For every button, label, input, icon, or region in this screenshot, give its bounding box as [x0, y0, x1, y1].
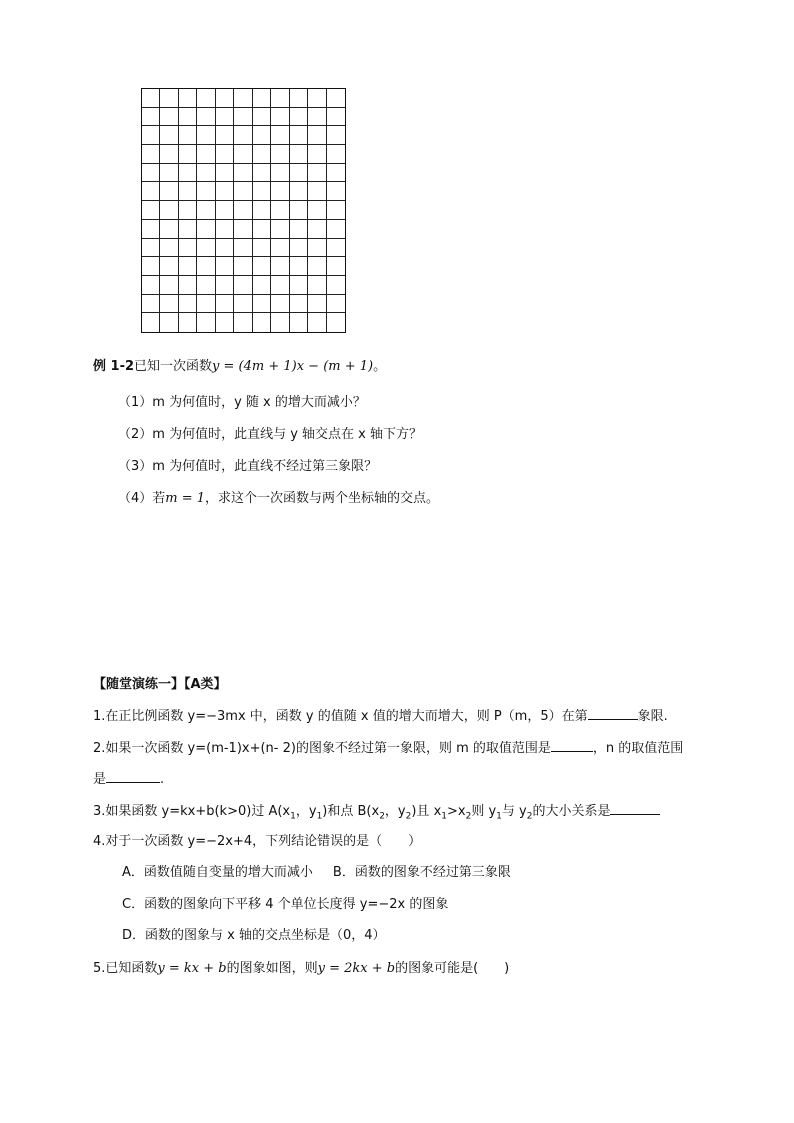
grid-cell — [271, 201, 289, 220]
grid-cell — [197, 220, 215, 239]
grid-cell — [290, 164, 308, 183]
grid-cell — [327, 257, 345, 276]
grid-cell — [327, 313, 345, 332]
grid-cell — [308, 220, 326, 239]
grid-cell — [271, 239, 289, 258]
sub: 2 — [405, 811, 412, 822]
grid-cell — [216, 182, 234, 201]
grid-cell — [327, 145, 345, 164]
grid-cell — [271, 276, 289, 295]
grid-cell — [327, 182, 345, 201]
practice-3 — [93, 802, 660, 826]
grid-cell — [160, 164, 178, 183]
grid-cell — [290, 201, 308, 220]
grid-cell — [271, 220, 289, 239]
grid-cell — [327, 295, 345, 314]
grid-cell — [179, 182, 197, 201]
practice-4-options-ab — [122, 864, 511, 882]
grid-cell — [271, 313, 289, 332]
grid-cell — [253, 295, 271, 314]
question-1: （1）m 为何值时，y 随 x 的增大而减小？ — [118, 395, 366, 410]
grid-cell — [271, 257, 289, 276]
grid-cell — [253, 164, 271, 183]
grid-cell — [160, 126, 178, 145]
grid-cell — [160, 295, 178, 314]
grid-cell — [142, 126, 160, 145]
grid-cell — [234, 164, 252, 183]
grid-cell — [290, 295, 308, 314]
grid-cell — [160, 276, 178, 295]
sub: 2 — [526, 811, 533, 822]
grid-cell — [142, 164, 160, 183]
question-4 — [118, 490, 439, 508]
grid-cell — [179, 108, 197, 127]
grid-cell — [253, 220, 271, 239]
answer-blank[interactable] — [106, 770, 160, 783]
p5-c: 的图象可能是( ) — [395, 961, 510, 976]
grid-cell — [216, 257, 234, 276]
grid-cell — [160, 220, 178, 239]
grid-cell — [216, 276, 234, 295]
grid-cell — [234, 257, 252, 276]
grid-cell — [234, 126, 252, 145]
grid-cell — [234, 201, 252, 220]
grid-cell — [308, 164, 326, 183]
grid-cell — [308, 145, 326, 164]
grid-cell — [160, 257, 178, 276]
grid-cell — [234, 89, 252, 108]
p5-math-1: y = kx + b — [157, 961, 227, 976]
grid-cell — [290, 276, 308, 295]
q4-post: ，求这个一次函数与两个坐标轴的交点。 — [205, 491, 440, 506]
grid-cell — [216, 108, 234, 127]
grid-cell — [271, 182, 289, 201]
grid-cell — [160, 89, 178, 108]
sub: 1 — [496, 811, 502, 822]
grid-cell — [234, 220, 252, 239]
p1-text: 1.在正比例函数 y=−3mx 中，函数 y 的值随 x 值的增大而增大，则 P（m，5）在第 — [93, 709, 588, 724]
grid-cell — [271, 126, 289, 145]
answer-blank[interactable] — [588, 707, 638, 720]
p3-c: )和点 B(x — [322, 804, 380, 819]
grid-cell — [216, 239, 234, 258]
option-d: D．函数的图象与 x 轴的交点坐标是（0，4） — [122, 928, 386, 943]
grid-cell — [197, 295, 215, 314]
grid-cell — [234, 295, 252, 314]
option-c: C．函数的图象向下平移 4 个单位长度得 y=−2x 的图象 — [122, 897, 449, 912]
grid-cell — [308, 126, 326, 145]
grid-cell — [179, 257, 197, 276]
grid-cell — [179, 276, 197, 295]
sub: 1 — [441, 811, 447, 822]
sub: 2 — [379, 811, 385, 822]
grid-cell — [271, 295, 289, 314]
grid-cell — [253, 239, 271, 258]
grid-cell — [271, 145, 289, 164]
p5-a: 5.已知函数 — [93, 961, 158, 976]
grid-cell — [271, 89, 289, 108]
question-3: （3）m 为何值时，此直线不经过第三象限？ — [118, 459, 378, 474]
practice-5 — [93, 960, 509, 978]
practice-header: 【随堂演练一】【A类】 — [93, 677, 227, 692]
p3-i: 的大小关系是 — [532, 804, 611, 819]
grid-cell — [216, 295, 234, 314]
grid-cell — [197, 145, 215, 164]
grid-cell — [308, 257, 326, 276]
grid-cell — [179, 145, 197, 164]
grid-cell — [142, 313, 160, 332]
grid-cell — [197, 276, 215, 295]
grid-cell — [253, 145, 271, 164]
grid-cell — [179, 313, 197, 332]
grid-cell — [308, 182, 326, 201]
p2-end: . — [160, 772, 165, 787]
grid-cell — [253, 313, 271, 332]
grid-cell — [234, 276, 252, 295]
grid-cell — [290, 89, 308, 108]
grid-cell — [308, 276, 326, 295]
grid-cell — [290, 239, 308, 258]
grid-cell — [290, 182, 308, 201]
grid-cell — [234, 239, 252, 258]
grid-cell — [327, 276, 345, 295]
grid-cell — [234, 182, 252, 201]
grid-cell — [216, 145, 234, 164]
example-title — [93, 358, 386, 376]
grid-cell — [216, 220, 234, 239]
grid-cell — [290, 257, 308, 276]
grid-cell — [160, 201, 178, 220]
grid-cell — [290, 126, 308, 145]
grid-cell — [271, 164, 289, 183]
grid-cell — [290, 145, 308, 164]
grid-cell — [197, 239, 215, 258]
grid-cell — [142, 89, 160, 108]
grid-cell — [197, 126, 215, 145]
grid-cell — [179, 201, 197, 220]
grid-cell — [327, 108, 345, 127]
sub: 2 — [465, 811, 472, 822]
option-b: B．函数的图象不经过第三象限 — [332, 865, 511, 880]
p3-f: >x — [447, 804, 466, 819]
grid-cell — [234, 145, 252, 164]
option-a: A．函数值随自变量的增大而减小 — [122, 865, 313, 880]
sub: 1 — [316, 811, 323, 822]
grid-cell — [142, 108, 160, 127]
grid-cell — [197, 108, 215, 127]
grid-cell — [327, 201, 345, 220]
practice-4: 4.对于一次函数 y=−2x+4，下列结论错误的是（ ） — [93, 834, 422, 849]
grid-cell — [142, 257, 160, 276]
grid-cell — [160, 145, 178, 164]
grid-cell — [308, 108, 326, 127]
grid-cell — [160, 182, 178, 201]
grid-cell — [142, 295, 160, 314]
grid-cell — [308, 295, 326, 314]
grid-cell — [253, 257, 271, 276]
grid-cell — [290, 313, 308, 332]
grid-cell — [216, 313, 234, 332]
grid-cell — [290, 220, 308, 239]
grid-cell — [179, 89, 197, 108]
grid-cell — [308, 201, 326, 220]
grid-cell — [253, 89, 271, 108]
grid-cell — [234, 313, 252, 332]
grid-cell — [197, 201, 215, 220]
grid-cell — [308, 239, 326, 258]
grid-cell — [253, 126, 271, 145]
p2-text: 2.如果一次函数 y=(m-1)x+(n- 2)的图象不经过第一象限，则 m 的取值范围是 — [93, 741, 551, 756]
grid-cell — [216, 126, 234, 145]
grid-cell — [197, 257, 215, 276]
p1-end: 象限. — [637, 709, 668, 724]
grid-cell — [179, 126, 197, 145]
p3-e: )且 x — [411, 804, 442, 819]
grid-cell — [253, 276, 271, 295]
p3-g: 则 y — [471, 804, 497, 819]
example-formula: y = (4m + 1)x − (m + 1) — [212, 359, 374, 374]
p3-h: 与 y — [501, 804, 527, 819]
grid-cell — [142, 276, 160, 295]
grid-paper — [141, 88, 346, 333]
grid-cell — [271, 108, 289, 127]
grid-cell — [308, 313, 326, 332]
grid-cell — [142, 182, 160, 201]
grid-cell — [327, 164, 345, 183]
p5-b: 的图象如图，则 — [226, 961, 318, 976]
grid-cell — [327, 126, 345, 145]
grid-cell — [179, 295, 197, 314]
q4-pre: （4）若 — [118, 491, 166, 506]
grid-cell — [253, 182, 271, 201]
q4-math: m = 1 — [165, 491, 206, 506]
grid-cell — [160, 313, 178, 332]
grid-cell — [179, 220, 197, 239]
question-2: （2）m 为何值时，此直线与 y 轴交点在 x 轴下方？ — [118, 427, 422, 442]
grid-cell — [216, 89, 234, 108]
grid-cell — [160, 239, 178, 258]
grid-cell — [142, 239, 160, 258]
grid-cell — [179, 164, 197, 183]
sub: 1 — [290, 811, 296, 822]
grid-cell — [308, 89, 326, 108]
grid-cell — [234, 108, 252, 127]
practice-2-cont — [93, 770, 164, 789]
grid-cell — [142, 201, 160, 220]
p3-d: ，y — [384, 804, 406, 819]
grid-cell — [290, 108, 308, 127]
practice-1 — [93, 707, 668, 726]
practice-2 — [93, 739, 683, 758]
grid-cell — [142, 220, 160, 239]
example-intro: 已知一次函数 — [134, 359, 213, 374]
p3-b: ，y — [295, 804, 317, 819]
p2-text-c: 是 — [93, 772, 107, 787]
grid-cell — [160, 108, 178, 127]
grid-cell — [197, 313, 215, 332]
grid-cell — [197, 182, 215, 201]
p3-a: 3.如果函数 y=kx+b(k>0)过 A(x — [93, 804, 291, 819]
grid-cell — [327, 239, 345, 258]
grid-cell — [216, 201, 234, 220]
grid-cell — [253, 108, 271, 127]
example-label: 例 1-2 — [93, 359, 135, 374]
answer-blank[interactable] — [610, 802, 660, 815]
grid-cell — [327, 220, 345, 239]
example-end: 。 — [373, 359, 387, 374]
p2-text-b: ，n 的取值范围 — [592, 741, 684, 756]
grid-cell — [142, 145, 160, 164]
answer-blank[interactable] — [551, 739, 593, 752]
grid-cell — [179, 239, 197, 258]
p5-math-2: y = 2kx + b — [317, 961, 396, 976]
grid-cell — [197, 89, 215, 108]
grid-cell — [197, 164, 215, 183]
grid-cell — [327, 89, 345, 108]
grid-cell — [216, 164, 234, 183]
grid-cell — [253, 201, 271, 220]
